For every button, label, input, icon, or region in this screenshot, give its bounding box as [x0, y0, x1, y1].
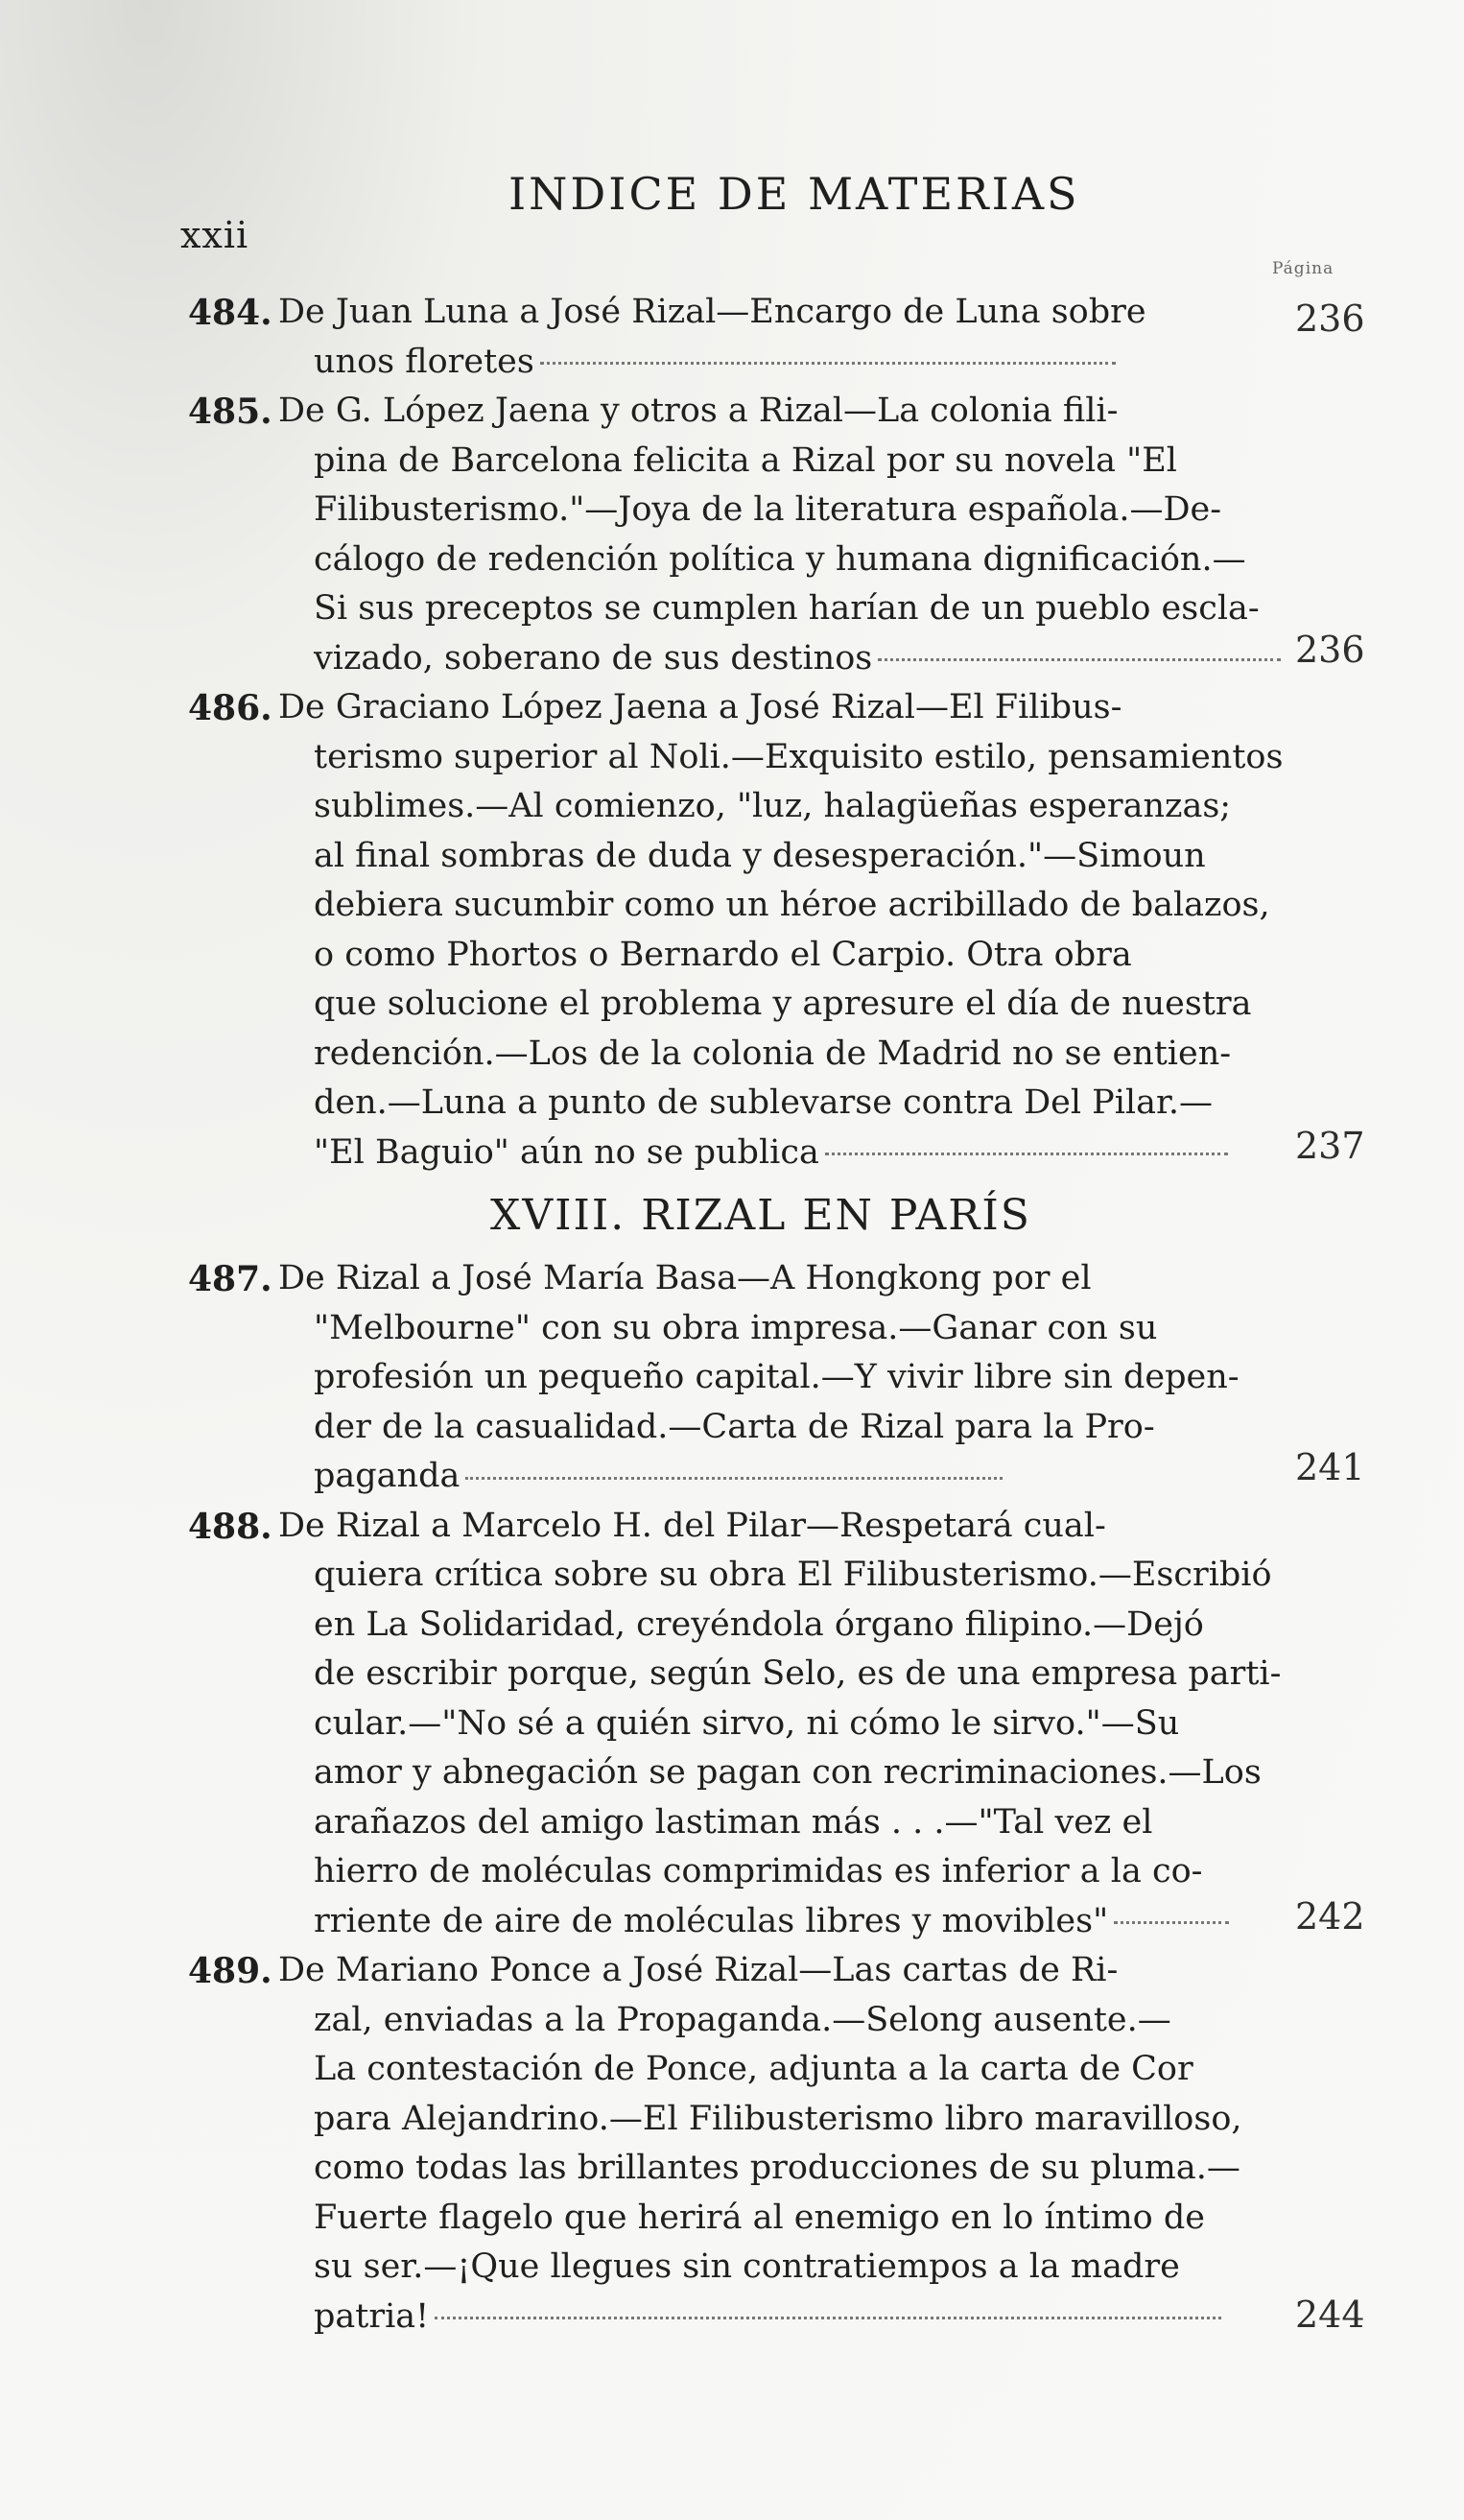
folio-number: xxii	[180, 214, 249, 256]
page-header	[0, 168, 1464, 256]
entry-number: 486.	[188, 688, 272, 728]
entry-line: De Graciano López Jaena a José Rizal—El Filibus-	[278, 688, 1122, 726]
section-title: XVIII. RIZAL EN PARÍS	[490, 1191, 1031, 1240]
entry-line-last: vizado, soberano de sus destinos	[314, 634, 1230, 684]
entry-line: que solucione el problema y apresure el día de nuestra	[314, 985, 1252, 1023]
entry-line: al final sombras de duda y desesperación."—Simoun	[314, 836, 1206, 875]
entry-line: hierro de moléculas comprimidas es inferior a la co-	[314, 1852, 1203, 1890]
entry-line: De Rizal a José María Basa—A Hongkong por el	[278, 1259, 1092, 1297]
dot-leader	[878, 657, 1281, 661]
entry-line: en La Solidaridad, creyéndola órgano filipino.—Dejó	[314, 1605, 1204, 1644]
entry-number: 484.	[188, 293, 272, 333]
dot-leader	[540, 361, 1116, 365]
entry-line: para Alejandrino.—El Filibusterismo libro maravilloso,	[314, 2099, 1242, 2138]
dot-leader	[825, 1152, 1228, 1155]
entry-line: o como Phortos o Bernardo el Carpio. Otra obra	[314, 935, 1132, 974]
index-entry	[0, 1946, 1464, 2342]
entry-line: Si sus preceptos se cumplen harían de un pueblo escla-	[314, 589, 1260, 628]
entry-line-last: "El Baguio" aún no se publica	[314, 1129, 1230, 1178]
entry-line: su ser.—¡Que llegues sin contratiempos a la madre	[314, 2247, 1180, 2286]
entry-line: arañazos del amigo lastiman más . . .—"Tal vez el	[314, 1802, 1153, 1842]
entry-line: de escribir porque, según Selo, es de una empresa parti-	[314, 1654, 1282, 1693]
entry-line: amor y abnegación se pagan con recriminaciones.—Los	[314, 1753, 1262, 1792]
entry-line: cular.—"No sé a quién sirvo, ni cómo le sirvo."—Su	[314, 1703, 1180, 1743]
entry-line: De Mariano Ponce a José Rizal—Las cartas de Ri-	[278, 1951, 1119, 1989]
entry-line-last: unos floretes	[314, 338, 1230, 388]
entry-line: De Rizal a Marcelo H. del Pilar—Respetará cual-	[278, 1506, 1106, 1545]
index-entry	[0, 683, 1464, 1177]
entry-line-last: patria!	[314, 2293, 1230, 2342]
entry-line: De G. López Jaena y otros a Rizal—La colonia fili-	[278, 392, 1119, 430]
entry-line-last: paganda	[314, 1452, 1230, 1502]
entry-line: redención.—Los de la colonia de Madrid no se entien-	[314, 1034, 1232, 1073]
dot-leader	[435, 2316, 1221, 2319]
entry-line: den.—Luna a punto de sublevarse contra Del Pilar.—	[314, 1083, 1213, 1122]
entry-line: Filibusterismo."—Joya de la literatura española.—De-	[314, 490, 1222, 529]
page-reference: 242	[1295, 1894, 1365, 1938]
index-entry	[0, 288, 1464, 387]
entry-number: 485.	[188, 392, 272, 432]
entry-line: profesión un pequeño capital.—Y vivir libre sin depen-	[314, 1358, 1240, 1396]
entry-line: debiera sucumbir como un héroe acribillado de balazos,	[314, 886, 1270, 924]
entry-line: Fuerte flagelo que herirá al enemigo en lo íntimo de	[314, 2198, 1205, 2237]
entry-line: zal, enviadas a la Propaganda.—Selong ausente.—	[314, 2000, 1171, 2039]
index-entry	[0, 1502, 1464, 1947]
entry-line: pina de Barcelona felicita a Rizal por su novela "El	[314, 440, 1177, 480]
entry-number: 488.	[188, 1506, 272, 1547]
page-reference: 237	[1295, 1125, 1365, 1167]
entry-line: der de la casualidad.—Carta de Rizal para la Pro-	[314, 1407, 1155, 1446]
entry-line: como todas las brillantes producciones de su pluma.—	[314, 2149, 1240, 2187]
entry-line-last: rriente de aire de moléculas libres y movibles"	[314, 1897, 1230, 1947]
page-reference: 236	[1295, 297, 1365, 340]
page-reference: 236	[1295, 629, 1365, 671]
index-entry	[0, 1254, 1464, 1502]
pagina-column-label: Página	[1272, 259, 1334, 278]
page-reference: 241	[1295, 1446, 1365, 1488]
entry-line: cálogo de redención política y humana dignificación.—	[314, 539, 1246, 579]
entry-line: sublimes.—Al comienzo, "luz, halagüeñas esperanzas;	[314, 787, 1232, 825]
entry-line: "Melbourne" con su obra impresa.—Ganar con su	[314, 1308, 1158, 1347]
entry-line: terismo superior al Noli.—Exquisito estilo, pensamientos	[314, 737, 1284, 776]
index-entries	[0, 288, 1464, 2342]
page-reference: 244	[1295, 2294, 1365, 2336]
entry-line: De Juan Luna a José Rizal—Encargo de Luna sobre	[278, 293, 1146, 331]
entry-number: 487.	[188, 1259, 272, 1299]
running-title: INDICE DE MATERIAS	[508, 168, 1080, 220]
dot-leader	[465, 1476, 1003, 1480]
index-entry	[0, 387, 1464, 683]
entry-line: La contestación de Ponce, adjunta a la carta de Cor	[314, 2050, 1193, 2088]
dot-leader	[1114, 1920, 1229, 1924]
entry-number: 489.	[188, 1951, 272, 1991]
entry-line: quiera crítica sobre su obra El Filibusterismo.—Escribió	[314, 1556, 1272, 1594]
